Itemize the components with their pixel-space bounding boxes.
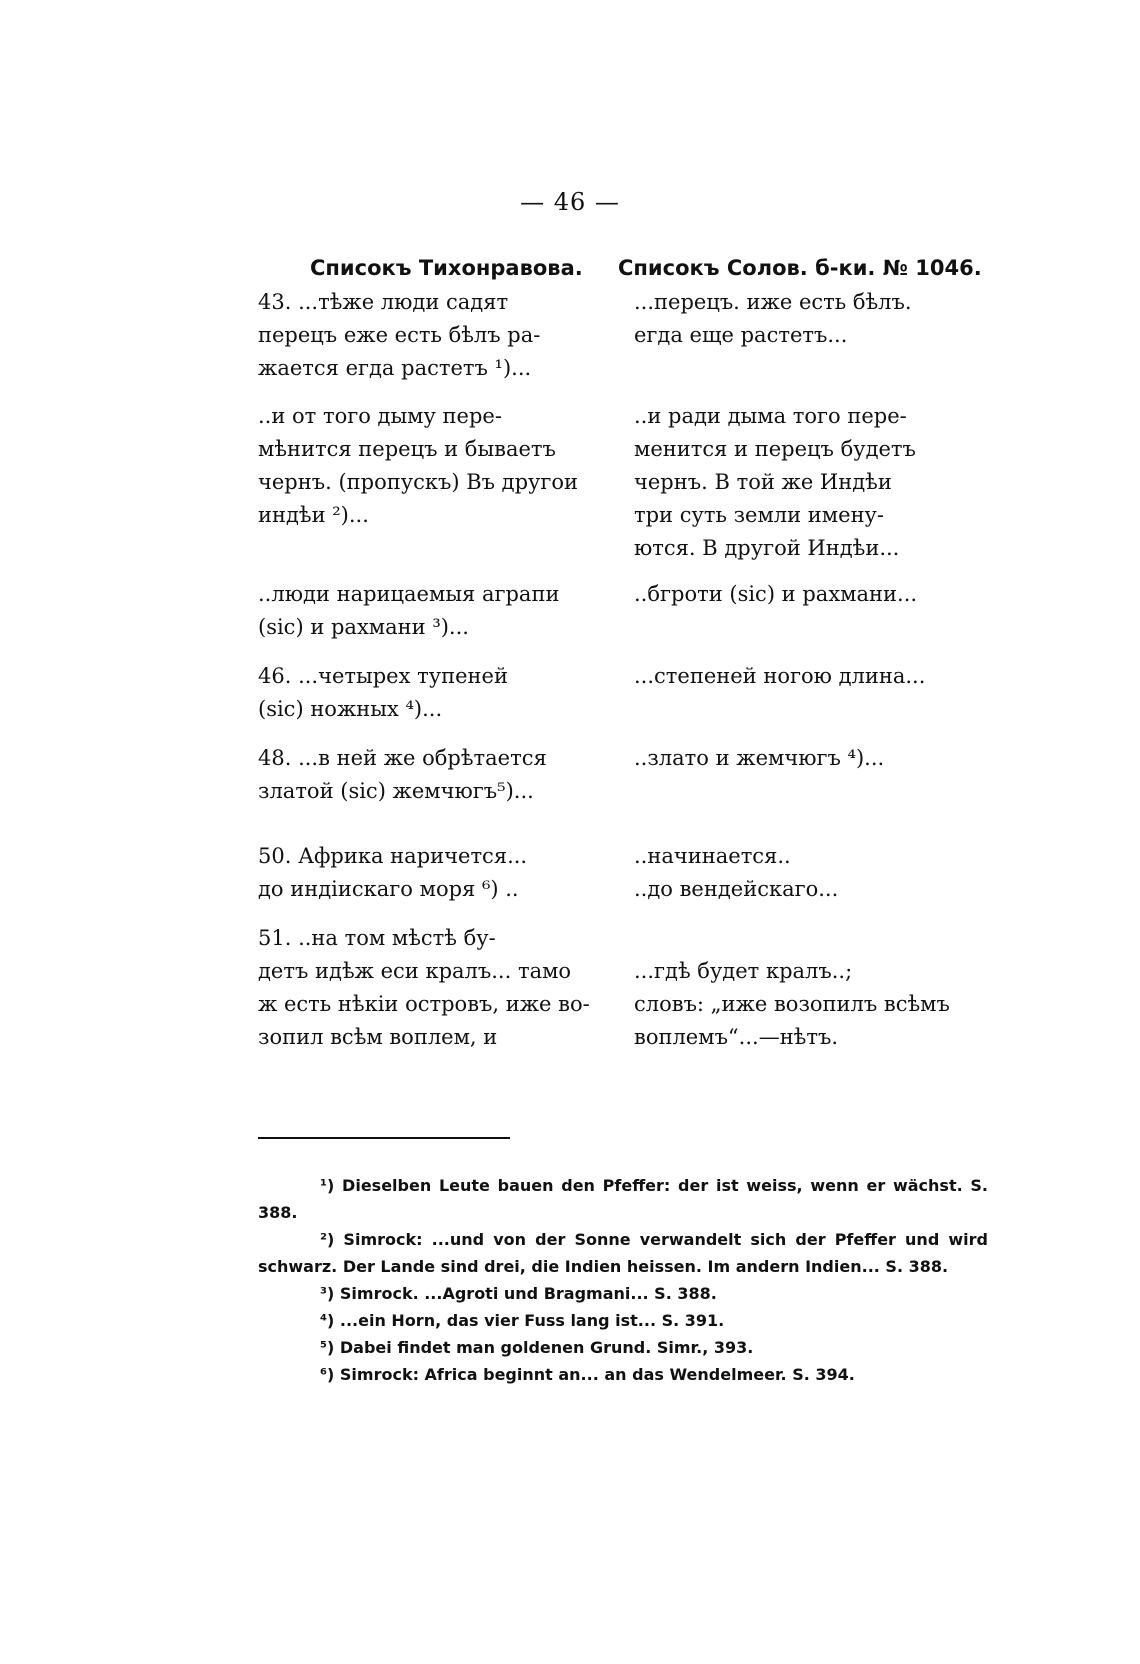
text-line: (sic) ножных ⁴)... <box>258 697 443 721</box>
left-entry-pepper-black <box>258 400 606 532</box>
text-line: егда еще растетъ... <box>634 323 848 347</box>
footnote-2: ²) Simrock: ...und von der Sonne verwandelt sich der Pfeffer und wird schwarz. Der Lande sind drei, die Indien heissen. Im andern Indien... S. 388. <box>258 1230 988 1276</box>
text-line: ются. В другой Индѣи... <box>634 536 900 560</box>
text-line: перецъ еже есть бѣлъ ра- <box>258 323 541 347</box>
text-line: индѣи ²)... <box>258 503 369 527</box>
column-header-solovetsky: Списокъ Солов. б-ки. № 1046. <box>618 256 982 280</box>
left-entry-51 <box>258 922 606 1054</box>
text-line: до индіискаго моря ⁶) .. <box>258 877 519 901</box>
text-line: ...степеней ногою длина... <box>634 664 926 688</box>
footnote-4: ⁴) ...ein Horn, das vier Fuss lang ist... S. 391. <box>320 1311 725 1330</box>
right-entry-46 <box>634 660 982 693</box>
right-entry-bgroti <box>634 578 982 611</box>
column-header-tikhonravov: Списокъ Тихонравова. <box>310 256 583 280</box>
text-line: жается егда растетъ ¹)... <box>258 356 532 380</box>
text-line: ..и от того дыму пере- <box>258 404 502 428</box>
text-line: три суть земли имену- <box>634 503 885 527</box>
text-line: мѣнится перецъ и бываетъ <box>258 437 556 461</box>
text-line: чернъ. В той же Индѣи <box>634 470 892 494</box>
left-entry-48 <box>258 742 606 808</box>
text-line: словъ: „иже возопилъ всѣмъ <box>634 992 950 1016</box>
left-entry-43 <box>258 286 606 385</box>
right-entry-43 <box>634 286 982 352</box>
text-line: ..до вендейскаго... <box>634 877 839 901</box>
text-line: (sic) и рахмани ³)... <box>258 615 469 639</box>
text-line: златой (sic) жемчюгъ⁵)... <box>258 779 534 803</box>
text-line: ...гдѣ будет кралъ..; <box>634 959 853 983</box>
right-entry-51 <box>634 955 982 1054</box>
left-entry-50 <box>258 840 606 906</box>
text-line: ж есть нѣкіи островъ, иже во- <box>258 992 590 1016</box>
left-entry-46 <box>258 660 606 726</box>
text-line: ..начинается.. <box>634 844 791 868</box>
text-line: ..и ради дыма того пере- <box>634 404 907 428</box>
text-line: ..бгроти (sic) и рахмани... <box>634 582 918 606</box>
text-line: 51. ..на том мѣстѣ бу- <box>258 926 496 950</box>
right-entry-pepper-black <box>634 400 982 565</box>
footnote-divider <box>258 1137 510 1139</box>
footnote-1: ¹) Dieselben Leute bauen den Pfeffer: der ist weiss, wenn er wächst. S. 388. <box>258 1176 988 1222</box>
left-entry-agrapi <box>258 578 606 644</box>
footnote-6: ⁶) Simrock: Africa beginnt an... an das Wendelmeer. S. 394. <box>320 1365 855 1384</box>
text-line: воплемъ“...—нѣтъ. <box>634 1025 839 1049</box>
text-line: 48. ...в ней же обрѣтается <box>258 746 547 770</box>
text-line: детъ идѣж еси кралъ... тамо <box>258 959 572 983</box>
right-entry-50 <box>634 840 982 906</box>
text-line: ...перецъ. иже есть бѣлъ. <box>634 290 912 314</box>
text-line: ..люди нарицаемыя аграпи <box>258 582 560 606</box>
text-line: 46. ...четырех тупеней <box>258 664 508 688</box>
footnotes <box>258 1172 988 1388</box>
text-line: 50. Африка наричется... <box>258 844 528 868</box>
text-line: ..злато и жемчюгъ ⁴)... <box>634 746 885 770</box>
text-line: зопил всѣм воплем, и <box>258 1025 498 1049</box>
text-line: менится и перецъ будетъ <box>634 437 916 461</box>
right-entry-48 <box>634 742 982 775</box>
text-line: 43. ...тѣже люди садят <box>258 290 509 314</box>
text-line: чернъ. (пропускъ) Въ другои <box>258 470 579 494</box>
page-number: — 46 — <box>520 188 620 216</box>
footnote-3: ³) Simrock. ...Agroti und Bragmani... S. 388. <box>320 1284 717 1303</box>
footnote-5: ⁵) Dabei findet man goldenen Grund. Simr., 393. <box>320 1338 754 1357</box>
